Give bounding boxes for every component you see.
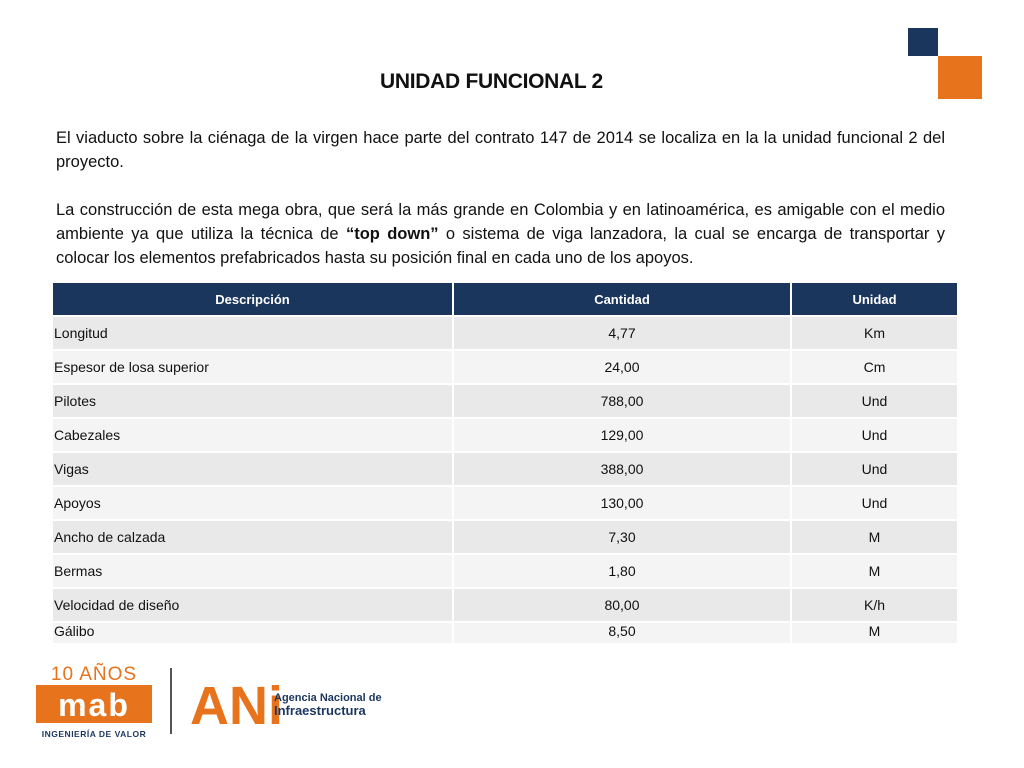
cell-unidad: K/h <box>791 588 957 622</box>
cell-descripcion: Apoyos <box>53 486 453 520</box>
table-row <box>53 588 957 622</box>
cell-descripcion: Longitud <box>53 316 453 350</box>
mab-logo-tagline: INGENIERÍA DE VALOR <box>41 729 147 739</box>
table-header-row <box>53 283 957 316</box>
cell-unidad: M <box>791 520 957 554</box>
cell-cantidad: 130,00 <box>453 486 791 520</box>
logo-divider <box>170 668 172 734</box>
cell-descripcion: Cabezales <box>53 418 453 452</box>
cell-descripcion: Velocidad de diseño <box>53 588 453 622</box>
ani-logo <box>188 672 388 732</box>
description-text-end: o sistema de viga lanzadora, la cual se encarga de transportar y colocar los elementos prefabricados hasta su posición final en cada uno de los apoyos. <box>56 225 945 267</box>
table-row <box>53 350 957 384</box>
cell-unidad: M <box>791 622 957 643</box>
cell-unidad: Und <box>791 486 957 520</box>
cell-cantidad: 388,00 <box>453 452 791 486</box>
mab-logo-anniversary-text: 10 AÑOS <box>50 664 138 685</box>
specifications-table <box>53 283 957 643</box>
table-row <box>53 418 957 452</box>
decorative-blue-square <box>908 28 938 56</box>
ani-logo-wordmark: ANi <box>190 676 283 732</box>
cell-cantidad: 8,50 <box>453 622 791 643</box>
cell-cantidad: 129,00 <box>453 418 791 452</box>
header-cantidad: Cantidad <box>453 283 791 316</box>
cell-unidad: Km <box>791 316 957 350</box>
table-row <box>53 622 957 643</box>
intro-paragraph: El viaducto sobre la ciénaga de la virgen hace parte del contrato 147 de 2014 se localiza en la la unidad funcional 2 del proyecto. <box>56 129 945 171</box>
cell-unidad: Und <box>791 452 957 486</box>
mab-logo-wordmark: mab <box>58 687 130 723</box>
ani-logo-line2: Infraestructura <box>274 703 366 718</box>
cell-unidad: Und <box>791 384 957 418</box>
description-text-start: La construcción de esta mega obra, que será la más grande en Colombia y en latinoamérica, es amigable con el medio ambiente ya que utiliza la técnica de <box>56 201 945 243</box>
cell-descripcion: Pilotes <box>53 384 453 418</box>
table-row <box>53 316 957 350</box>
cell-cantidad: 24,00 <box>453 350 791 384</box>
header-unidad: Unidad <box>791 283 957 316</box>
header-descripcion: Descripción <box>53 283 453 316</box>
cell-unidad: Cm <box>791 350 957 384</box>
cell-descripcion: Vigas <box>53 452 453 486</box>
cell-descripcion: Ancho de calzada <box>53 520 453 554</box>
cell-descripcion: Espesor de losa superior <box>53 350 453 384</box>
cell-cantidad: 80,00 <box>453 588 791 622</box>
ani-logo-line1: Agencia Nacional de <box>274 692 382 704</box>
table-row <box>53 520 957 554</box>
description-paragraph <box>56 198 945 270</box>
page-title: UNIDAD FUNCIONAL 2 <box>380 70 603 93</box>
cell-cantidad: 4,77 <box>453 316 791 350</box>
cell-unidad: M <box>791 554 957 588</box>
cell-cantidad: 788,00 <box>453 384 791 418</box>
cell-unidad: Und <box>791 418 957 452</box>
mab-logo <box>34 663 154 743</box>
cell-cantidad: 7,30 <box>453 520 791 554</box>
table-row <box>53 452 957 486</box>
table-row <box>53 384 957 418</box>
description-bold-term: “top down” <box>345 225 439 243</box>
cell-cantidad: 1,80 <box>453 554 791 588</box>
cell-descripcion: Bermas <box>53 554 453 588</box>
cell-descripcion: Gálibo <box>53 622 453 643</box>
table-row <box>53 486 957 520</box>
table-row <box>53 554 957 588</box>
